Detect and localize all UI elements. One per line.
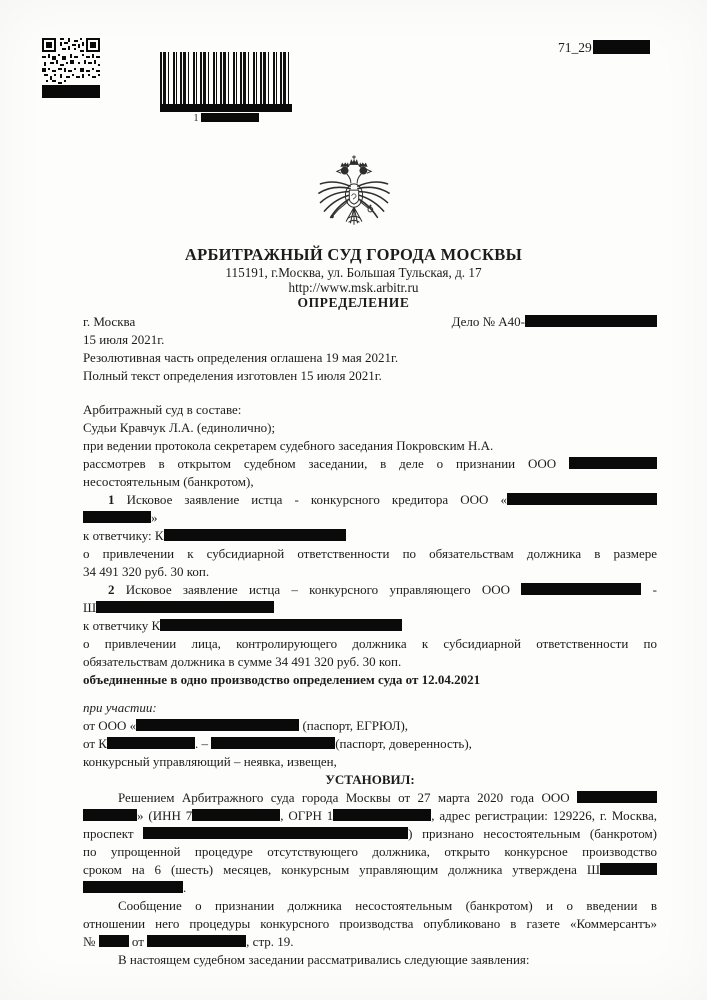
text-segment: 15 июля 2021г. [83,332,165,347]
document-line [83,653,657,671]
text-segment: рассмотрев в открытом судебном заседании, в деле о признании ООО [83,456,569,471]
document-line [83,617,657,635]
text-segment: Дело № А40- [451,314,525,329]
text-segment: о привлечении лица, контролирующего должника к субсидиарной ответственности по [83,636,657,651]
redaction-box [333,809,431,821]
redaction-box [136,719,299,731]
document-line [83,367,657,385]
document-line [83,349,657,367]
text-segment: № [83,934,99,949]
document-line [83,699,657,717]
redaction-box [507,493,657,505]
text-segment: обязательствам должника в сумме 34 491 320 руб. 30 коп. [83,654,402,669]
document-type-title: ОПРЕДЕЛЕНИЕ [297,295,410,310]
split-right [452,313,657,331]
text-segment: Полный текст определения изготовлен 15 июля 2021г. [83,368,382,383]
qr-code [42,38,100,98]
text-segment: 2 [108,582,115,597]
text-segment: от [128,934,148,949]
document-line [83,915,657,933]
text-segment: (паспорт, ЕГРЮЛ), [299,718,409,733]
redaction-box [577,791,657,803]
document-line [83,897,657,915]
barcode-stripes [160,52,292,104]
redaction-box [83,881,183,893]
document-line [83,671,657,689]
case-stamp [558,40,650,56]
text-segment: Ш [83,600,97,615]
document-line [83,825,657,843]
court-name: АРБИТРАЖНЫЙ СУД ГОРОДА МОСКВЫ [184,245,523,264]
document-line [83,313,657,331]
text-segment: к ответчику К [83,618,161,633]
document-line [83,807,657,825]
redaction-box [107,737,195,749]
document-line [83,545,657,563]
document-line [83,879,657,897]
text-segment: при ведении протокола секретарем судебного заседания Покровским Н.А. [83,438,494,453]
document-line [83,527,657,545]
redaction-box [192,809,280,821]
document-line [83,563,657,581]
document-line [83,635,657,653]
court-website: http://www.msk.arbitr.ru [288,280,419,295]
court-address: 115191, г.Москва, ул. Большая Тульская, д. 17 [225,265,482,280]
text-segment: » [151,510,158,525]
text-segment: Арбитражный суд в составе: [83,402,242,417]
document-line [83,331,657,349]
text-segment: несостоятельным (банкротом), [83,474,254,489]
redaction-box [164,529,346,541]
text-segment: 1 [108,492,115,507]
redaction-box [569,457,657,469]
split-left [83,313,135,331]
text-segment: отношении него процедуры конкурсного производства опубликовано в газете «Коммерсантъ» [83,916,657,931]
redaction-box [147,935,246,947]
barcode [160,52,292,124]
text-segment: по упрощенной процедуре отсутствующего должника, открыто конкурсное производство [83,844,657,859]
text-segment: » (ИНН 7 [137,808,193,823]
text-segment: (паспорт, доверенность), [335,736,472,751]
text-segment: конкурсный управляющий – неявка, извещен, [83,754,337,769]
text-segment: Исковое заявление истца - конкурсного кредитора ООО « [114,492,507,507]
document-line [83,473,657,491]
document-line [83,419,657,437]
document-line [83,717,657,735]
text-segment: ) признано несостоятельным (банкротом) [408,826,657,841]
text-segment: Исковое заявление истца – конкурсного управляющего ООО [114,582,522,597]
redaction-box [593,40,650,54]
case-stamp-prefix: 71_29 [558,40,592,55]
text-segment: УСТАНОВИЛ: [325,772,415,787]
text-segment: 34 491 320 руб. 30 коп. [83,564,210,579]
document-line [83,735,657,753]
text-segment: , стр. 19. [246,934,294,949]
redaction-box [600,863,657,875]
redaction-box [201,113,259,122]
text-segment: сроком на 6 (шесть) месяцев, конкурсным управляющим должника утверждена Ш [83,862,600,877]
document-line [83,491,657,509]
coat-of-arms-icon [314,155,394,247]
text-segment: к ответчику: К [83,528,164,543]
redaction-box [160,619,402,631]
text-segment: . – [194,736,212,751]
text-segment: г. Москва [83,314,136,329]
document-line [83,437,657,455]
document-line [83,401,657,419]
text-segment: от К [83,736,107,751]
document-body [83,313,657,969]
text-segment: проспект [83,826,144,841]
document-line [83,951,657,969]
text-segment: В настоящем судебном заседании рассматривались следующие заявления: [118,952,530,967]
redaction-box [525,315,657,327]
redaction-box [83,809,137,821]
redaction-box [143,827,408,839]
text-segment: Судьи Кравчук Л.А. (единолично); [83,420,276,435]
document-line [83,599,657,617]
document-line [83,771,657,789]
text-segment: Резолютивная часть определения оглашена 19 мая 2021г. [83,350,399,365]
text-segment: при участии: [83,700,157,715]
text-segment: - [641,582,657,597]
document-line [83,455,657,473]
document-line [83,861,657,879]
document-line [83,581,657,599]
text-segment: о привлечении к субсидиарной ответственности по обязательствам должника в размере [83,546,657,561]
text-segment: , ОГРН 1 [280,808,334,823]
text-segment: , адрес регистрации: 129226, г. Москва, [431,808,657,823]
qr-code-pattern [42,38,100,84]
text-segment: от ООО « [83,718,137,733]
document-line [83,843,657,861]
redaction-box [99,935,129,947]
redaction-box [160,104,292,112]
barcode-caption [160,113,292,124]
redaction-box [96,601,274,613]
text-segment: Решением Арбитражного суда города Москвы от 27 марта 2020 года ООО [118,790,577,805]
redaction-box [42,85,100,98]
text-segment: Сообщение о признании должника несостоятельным (банкротом) и о введении в [118,898,657,913]
document-line [83,509,657,527]
document-line [83,933,657,951]
barcode-caption-prefix: 1 [193,113,199,124]
redaction-box [521,583,641,595]
redaction-box [211,737,335,749]
text-segment: . [183,880,187,895]
document-line [83,789,657,807]
document-line [83,753,657,771]
text-segment: объединенные в одно производство определением суда от 12.04.2021 [83,672,481,687]
redaction-box [83,511,151,523]
